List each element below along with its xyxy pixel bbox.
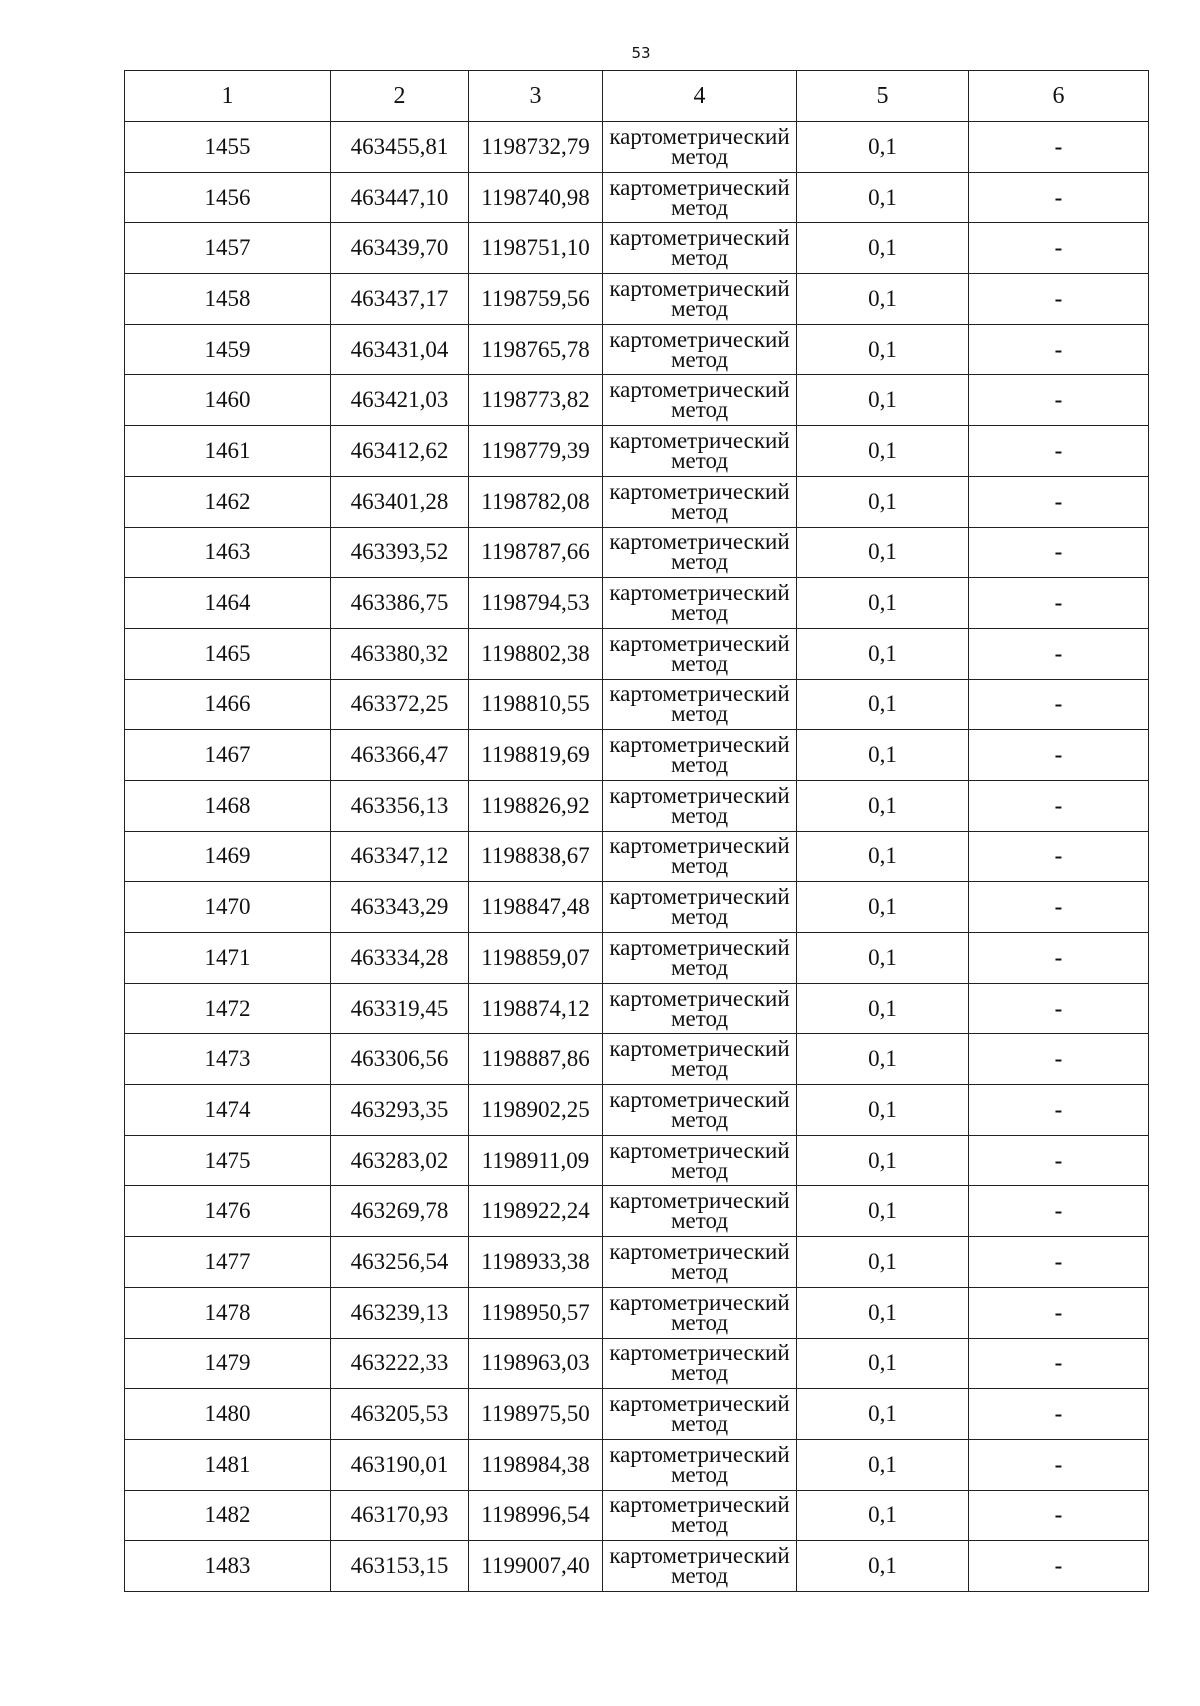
table-row xyxy=(125,882,1149,933)
table-row xyxy=(125,730,1149,781)
point-number-cell: 1468 xyxy=(125,780,331,831)
x-coordinate-cell: 463412,62 xyxy=(331,426,469,477)
x-coordinate-cell: 463401,28 xyxy=(331,476,469,527)
accuracy-cell: 0,1 xyxy=(797,628,969,679)
method-line-2: метод xyxy=(670,1005,729,1031)
description-cell: - xyxy=(969,1490,1149,1541)
method-cell xyxy=(603,527,797,578)
accuracy-cell: 0,1 xyxy=(797,679,969,730)
x-coordinate-cell: 463170,93 xyxy=(331,1490,469,1541)
description-cell: - xyxy=(969,831,1149,882)
description-cell: - xyxy=(969,527,1149,578)
method-line-2: метод xyxy=(670,1208,729,1234)
method-cell xyxy=(603,426,797,477)
description-cell: - xyxy=(969,1541,1149,1592)
description-cell: - xyxy=(969,426,1149,477)
method-line-2: метод xyxy=(670,143,729,169)
table-row xyxy=(125,122,1149,173)
method-line-1: картометрический xyxy=(609,326,790,352)
y-coordinate-cell: 1198732,79 xyxy=(469,122,603,173)
point-number-cell: 1478 xyxy=(125,1287,331,1338)
point-number-cell: 1459 xyxy=(125,324,331,375)
point-number-cell: 1458 xyxy=(125,274,331,325)
y-coordinate-cell: 1198794,53 xyxy=(469,578,603,629)
table-row xyxy=(125,933,1149,984)
method-cell xyxy=(603,324,797,375)
method-cell xyxy=(603,578,797,629)
description-cell: - xyxy=(969,882,1149,933)
point-number-cell: 1472 xyxy=(125,983,331,1034)
header-cell: 2 xyxy=(331,71,469,122)
point-number-cell: 1482 xyxy=(125,1490,331,1541)
method-line-1: картометрический xyxy=(609,985,790,1011)
point-number-cell: 1464 xyxy=(125,578,331,629)
point-number-cell: 1477 xyxy=(125,1237,331,1288)
y-coordinate-cell: 1198838,67 xyxy=(469,831,603,882)
method-line-2: метод xyxy=(670,194,729,220)
x-coordinate-cell: 463343,29 xyxy=(331,882,469,933)
table-row xyxy=(125,223,1149,274)
description-cell: - xyxy=(969,223,1149,274)
y-coordinate-cell: 1198887,86 xyxy=(469,1034,603,1085)
method-line-2: метод xyxy=(670,1411,729,1437)
y-coordinate-cell: 1198751,10 xyxy=(469,223,603,274)
y-coordinate-cell: 1198950,57 xyxy=(469,1287,603,1338)
accuracy-cell: 0,1 xyxy=(797,223,969,274)
y-coordinate-cell: 1199007,40 xyxy=(469,1541,603,1592)
point-number-cell: 1474 xyxy=(125,1085,331,1136)
method-line-2: метод xyxy=(670,1056,729,1082)
accuracy-cell: 0,1 xyxy=(797,375,969,426)
method-cell xyxy=(603,780,797,831)
table-row xyxy=(125,1237,1149,1288)
method-line-2: метод xyxy=(670,447,729,473)
method-cell xyxy=(603,1490,797,1541)
accuracy-cell: 0,1 xyxy=(797,1085,969,1136)
method-line-1: картометрический xyxy=(609,478,790,504)
method-line-1: картометрический xyxy=(609,123,790,149)
method-line-2: метод xyxy=(670,1512,729,1538)
accuracy-cell: 0,1 xyxy=(797,274,969,325)
y-coordinate-cell: 1198773,82 xyxy=(469,375,603,426)
accuracy-cell: 0,1 xyxy=(797,122,969,173)
method-line-1: картометрический xyxy=(609,174,790,200)
x-coordinate-cell: 463256,54 xyxy=(331,1237,469,1288)
header-row xyxy=(125,71,1149,122)
table-row xyxy=(125,628,1149,679)
method-line-2: метод xyxy=(670,954,729,980)
accuracy-cell: 0,1 xyxy=(797,933,969,984)
method-line-1: картометрический xyxy=(609,1340,790,1366)
method-line-1: картометрический xyxy=(609,1289,790,1315)
method-cell xyxy=(603,122,797,173)
x-coordinate-cell: 463222,33 xyxy=(331,1338,469,1389)
description-cell: - xyxy=(969,476,1149,527)
point-number-cell: 1461 xyxy=(125,426,331,477)
point-number-cell: 1473 xyxy=(125,1034,331,1085)
description-cell: - xyxy=(969,1085,1149,1136)
description-cell: - xyxy=(969,1237,1149,1288)
method-line-1: картометрический xyxy=(609,1137,790,1163)
point-number-cell: 1469 xyxy=(125,831,331,882)
point-number-cell: 1479 xyxy=(125,1338,331,1389)
point-number-cell: 1460 xyxy=(125,375,331,426)
accuracy-cell: 0,1 xyxy=(797,1490,969,1541)
description-cell: - xyxy=(969,122,1149,173)
method-line-2: метод xyxy=(670,1258,729,1284)
accuracy-cell: 0,1 xyxy=(797,1287,969,1338)
y-coordinate-cell: 1198859,07 xyxy=(469,933,603,984)
y-coordinate-cell: 1198740,98 xyxy=(469,172,603,223)
y-coordinate-cell: 1198787,66 xyxy=(469,527,603,578)
method-line-1: картометрический xyxy=(609,275,790,301)
table-row xyxy=(125,476,1149,527)
description-cell: - xyxy=(969,983,1149,1034)
accuracy-cell: 0,1 xyxy=(797,1541,969,1592)
point-number-cell: 1481 xyxy=(125,1439,331,1490)
method-line-2: метод xyxy=(670,1106,729,1132)
x-coordinate-cell: 463205,53 xyxy=(331,1389,469,1440)
point-number-cell: 1463 xyxy=(125,527,331,578)
method-line-1: картометрический xyxy=(609,782,790,808)
x-coordinate-cell: 463439,70 xyxy=(331,223,469,274)
method-cell xyxy=(603,628,797,679)
x-coordinate-cell: 463431,04 xyxy=(331,324,469,375)
method-line-1: картометрический xyxy=(609,1036,790,1062)
table-row xyxy=(125,1338,1149,1389)
method-line-1: картометрический xyxy=(609,884,790,910)
y-coordinate-cell: 1198826,92 xyxy=(469,780,603,831)
x-coordinate-cell: 463372,25 xyxy=(331,679,469,730)
method-cell xyxy=(603,983,797,1034)
y-coordinate-cell: 1198933,38 xyxy=(469,1237,603,1288)
y-coordinate-cell: 1198902,25 xyxy=(469,1085,603,1136)
method-line-1: картометрический xyxy=(609,377,790,403)
y-coordinate-cell: 1198819,69 xyxy=(469,730,603,781)
x-coordinate-cell: 463334,28 xyxy=(331,933,469,984)
y-coordinate-cell: 1198975,50 xyxy=(469,1389,603,1440)
y-coordinate-cell: 1198922,24 xyxy=(469,1186,603,1237)
method-line-1: картометрический xyxy=(609,529,790,555)
y-coordinate-cell: 1198810,55 xyxy=(469,679,603,730)
method-cell xyxy=(603,1439,797,1490)
method-line-1: картометрический xyxy=(609,580,790,606)
description-cell: - xyxy=(969,933,1149,984)
x-coordinate-cell: 463380,32 xyxy=(331,628,469,679)
method-line-2: метод xyxy=(670,853,729,879)
description-cell: - xyxy=(969,1338,1149,1389)
method-line-2: метод xyxy=(670,802,729,828)
method-line-2: метод xyxy=(670,397,729,423)
method-line-2: метод xyxy=(670,600,729,626)
x-coordinate-cell: 463190,01 xyxy=(331,1439,469,1490)
header-cell: 3 xyxy=(469,71,603,122)
table-row xyxy=(125,1135,1149,1186)
method-line-1: картометрический xyxy=(609,681,790,707)
description-cell: - xyxy=(969,172,1149,223)
point-number-cell: 1465 xyxy=(125,628,331,679)
method-line-1: картометрический xyxy=(609,833,790,859)
accuracy-cell: 0,1 xyxy=(797,983,969,1034)
method-line-1: картометрический xyxy=(609,1238,790,1264)
description-cell: - xyxy=(969,1186,1149,1237)
accuracy-cell: 0,1 xyxy=(797,1186,969,1237)
method-cell xyxy=(603,882,797,933)
x-coordinate-cell: 463283,02 xyxy=(331,1135,469,1186)
method-cell xyxy=(603,1237,797,1288)
accuracy-cell: 0,1 xyxy=(797,1135,969,1186)
y-coordinate-cell: 1198802,38 xyxy=(469,628,603,679)
description-cell: - xyxy=(969,1439,1149,1490)
method-line-2: метод xyxy=(670,904,729,930)
x-coordinate-cell: 463153,15 xyxy=(331,1541,469,1592)
x-coordinate-cell: 463306,56 xyxy=(331,1034,469,1085)
description-cell: - xyxy=(969,780,1149,831)
accuracy-cell: 0,1 xyxy=(797,527,969,578)
point-number-cell: 1470 xyxy=(125,882,331,933)
y-coordinate-cell: 1198911,09 xyxy=(469,1135,603,1186)
method-cell xyxy=(603,375,797,426)
point-number-cell: 1455 xyxy=(125,122,331,173)
method-cell xyxy=(603,933,797,984)
point-number-cell: 1456 xyxy=(125,172,331,223)
method-line-2: метод xyxy=(670,1309,729,1335)
x-coordinate-cell: 463293,35 xyxy=(331,1085,469,1136)
method-line-2: метод xyxy=(670,650,729,676)
method-line-1: картометрический xyxy=(609,1441,790,1467)
method-line-2: метод xyxy=(670,752,729,778)
description-cell: - xyxy=(969,1287,1149,1338)
table-row xyxy=(125,1389,1149,1440)
method-cell xyxy=(603,1541,797,1592)
table-row xyxy=(125,1541,1149,1592)
accuracy-cell: 0,1 xyxy=(797,578,969,629)
point-number-cell: 1475 xyxy=(125,1135,331,1186)
method-cell xyxy=(603,223,797,274)
table-row xyxy=(125,831,1149,882)
header-cell: 1 xyxy=(125,71,331,122)
accuracy-cell: 0,1 xyxy=(797,426,969,477)
point-number-cell: 1480 xyxy=(125,1389,331,1440)
method-cell xyxy=(603,1338,797,1389)
coordinates-table xyxy=(124,70,1149,1592)
table-row xyxy=(125,172,1149,223)
point-number-cell: 1466 xyxy=(125,679,331,730)
x-coordinate-cell: 463393,52 xyxy=(331,527,469,578)
description-cell: - xyxy=(969,1034,1149,1085)
method-cell xyxy=(603,1085,797,1136)
method-line-2: метод xyxy=(670,701,729,727)
method-cell xyxy=(603,476,797,527)
method-line-2: метод xyxy=(670,498,729,524)
description-cell: - xyxy=(969,679,1149,730)
method-line-1: картометрический xyxy=(609,732,790,758)
method-line-2: метод xyxy=(670,346,729,372)
description-cell: - xyxy=(969,578,1149,629)
method-cell xyxy=(603,730,797,781)
method-line-1: картометрический xyxy=(609,934,790,960)
description-cell: - xyxy=(969,274,1149,325)
method-line-1: картометрический xyxy=(609,1086,790,1112)
table-row xyxy=(125,983,1149,1034)
table-row xyxy=(125,1490,1149,1541)
accuracy-cell: 0,1 xyxy=(797,1439,969,1490)
method-cell xyxy=(603,1389,797,1440)
point-number-cell: 1476 xyxy=(125,1186,331,1237)
y-coordinate-cell: 1198759,56 xyxy=(469,274,603,325)
method-cell xyxy=(603,831,797,882)
y-coordinate-cell: 1198996,54 xyxy=(469,1490,603,1541)
x-coordinate-cell: 463455,81 xyxy=(331,122,469,173)
method-line-1: картометрический xyxy=(609,1391,790,1417)
method-line-2: метод xyxy=(670,245,729,271)
y-coordinate-cell: 1198984,38 xyxy=(469,1439,603,1490)
y-coordinate-cell: 1198779,39 xyxy=(469,426,603,477)
method-line-2: метод xyxy=(670,1461,729,1487)
description-cell: - xyxy=(969,375,1149,426)
header-cell: 4 xyxy=(603,71,797,122)
x-coordinate-cell: 463347,12 xyxy=(331,831,469,882)
point-number-cell: 1462 xyxy=(125,476,331,527)
method-line-1: картометрический xyxy=(609,1543,790,1569)
x-coordinate-cell: 463421,03 xyxy=(331,375,469,426)
method-cell xyxy=(603,1186,797,1237)
accuracy-cell: 0,1 xyxy=(797,730,969,781)
point-number-cell: 1457 xyxy=(125,223,331,274)
table-row xyxy=(125,578,1149,629)
method-line-1: картометрический xyxy=(609,225,790,251)
table-row xyxy=(125,780,1149,831)
method-line-2: метод xyxy=(670,1563,729,1589)
table-row xyxy=(125,426,1149,477)
x-coordinate-cell: 463239,13 xyxy=(331,1287,469,1338)
accuracy-cell: 0,1 xyxy=(797,324,969,375)
method-cell xyxy=(603,1135,797,1186)
accuracy-cell: 0,1 xyxy=(797,882,969,933)
accuracy-cell: 0,1 xyxy=(797,1034,969,1085)
method-cell xyxy=(603,274,797,325)
table-row xyxy=(125,1034,1149,1085)
table-row xyxy=(125,274,1149,325)
accuracy-cell: 0,1 xyxy=(797,1389,969,1440)
header-cell: 6 xyxy=(969,71,1149,122)
table-row xyxy=(125,527,1149,578)
x-coordinate-cell: 463437,17 xyxy=(331,274,469,325)
accuracy-cell: 0,1 xyxy=(797,476,969,527)
x-coordinate-cell: 463319,45 xyxy=(331,983,469,1034)
y-coordinate-cell: 1198765,78 xyxy=(469,324,603,375)
table-row xyxy=(125,679,1149,730)
method-line-2: метод xyxy=(670,295,729,321)
method-line-1: картометрический xyxy=(609,1492,790,1518)
method-line-2: метод xyxy=(670,1360,729,1386)
table-row xyxy=(125,1085,1149,1136)
method-line-1: картометрический xyxy=(609,630,790,656)
x-coordinate-cell: 463386,75 xyxy=(331,578,469,629)
accuracy-cell: 0,1 xyxy=(797,780,969,831)
method-cell xyxy=(603,679,797,730)
method-line-2: метод xyxy=(670,1157,729,1183)
y-coordinate-cell: 1198782,08 xyxy=(469,476,603,527)
table-row xyxy=(125,1186,1149,1237)
table-row xyxy=(125,324,1149,375)
description-cell: - xyxy=(969,628,1149,679)
description-cell: - xyxy=(969,730,1149,781)
method-cell xyxy=(603,1034,797,1085)
y-coordinate-cell: 1198963,03 xyxy=(469,1338,603,1389)
x-coordinate-cell: 463356,13 xyxy=(331,780,469,831)
point-number-cell: 1471 xyxy=(125,933,331,984)
table-row xyxy=(125,1439,1149,1490)
page-number: 53 xyxy=(631,44,651,62)
table-body xyxy=(125,122,1149,1592)
x-coordinate-cell: 463269,78 xyxy=(331,1186,469,1237)
description-cell: - xyxy=(969,324,1149,375)
accuracy-cell: 0,1 xyxy=(797,172,969,223)
description-cell: - xyxy=(969,1389,1149,1440)
table-row xyxy=(125,375,1149,426)
table-row xyxy=(125,1287,1149,1338)
method-line-2: метод xyxy=(670,549,729,575)
x-coordinate-cell: 463447,10 xyxy=(331,172,469,223)
x-coordinate-cell: 463366,47 xyxy=(331,730,469,781)
point-number-cell: 1483 xyxy=(125,1541,331,1592)
method-cell xyxy=(603,1287,797,1338)
method-line-1: картометрический xyxy=(609,1188,790,1214)
y-coordinate-cell: 1198874,12 xyxy=(469,983,603,1034)
header-cell: 5 xyxy=(797,71,969,122)
accuracy-cell: 0,1 xyxy=(797,1338,969,1389)
y-coordinate-cell: 1198847,48 xyxy=(469,882,603,933)
description-cell: - xyxy=(969,1135,1149,1186)
method-line-1: картометрический xyxy=(609,427,790,453)
accuracy-cell: 0,1 xyxy=(797,831,969,882)
point-number-cell: 1467 xyxy=(125,730,331,781)
method-cell xyxy=(603,172,797,223)
accuracy-cell: 0,1 xyxy=(797,1237,969,1288)
